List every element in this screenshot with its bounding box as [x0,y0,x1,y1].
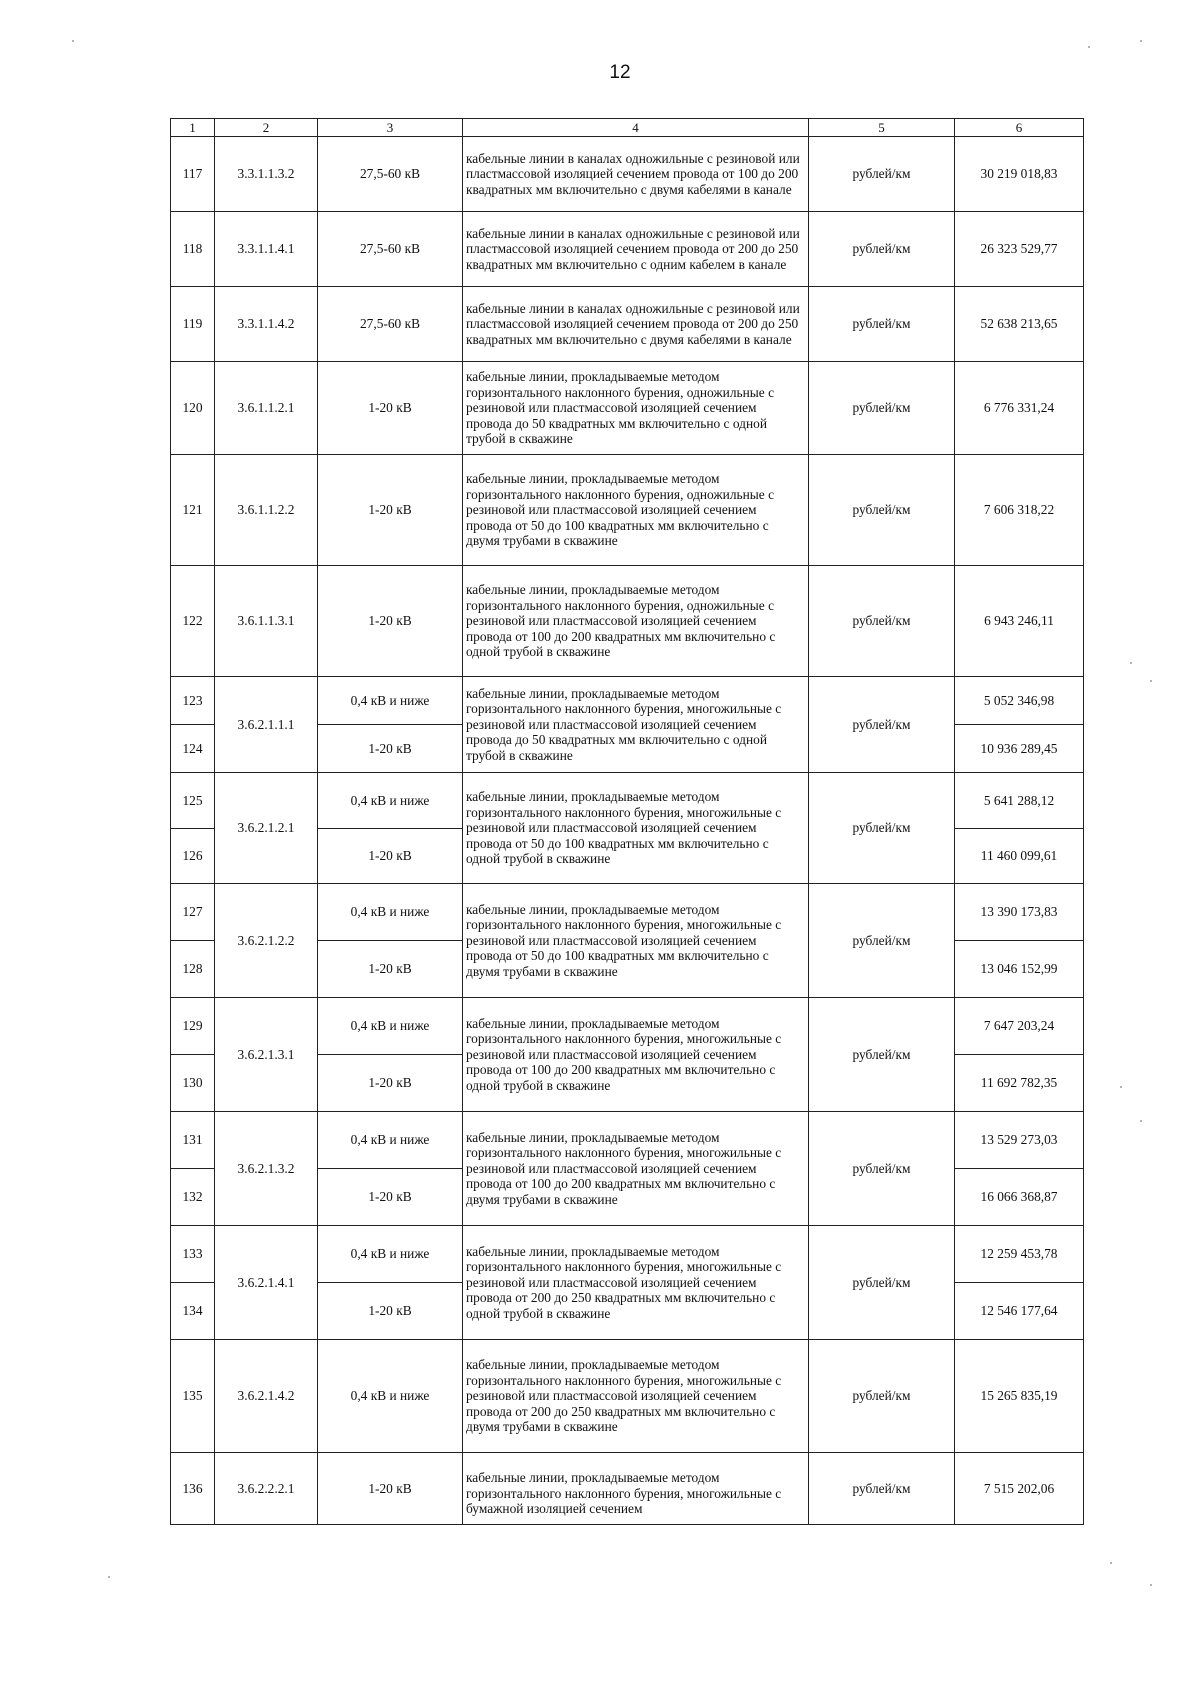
price-value: 11 692 782,35 [955,1055,1084,1112]
table-row [171,1112,1084,1169]
row-number: 134 [171,1283,215,1340]
row-number: 128 [171,941,215,998]
voltage-level: 1-20 кВ [318,362,463,455]
price-value: 26 323 529,77 [955,212,1084,287]
row-number: 129 [171,998,215,1055]
line-description: кабельные линии в каналах одножильные с резиновой или пластмассовой изоляцией сечением провода от 100 до 200 квадратных мм включительно с двумя кабелями в канале [463,137,809,212]
price-value: 11 460 099,61 [955,829,1084,884]
line-description: кабельные линии, прокладываемые методом горизонтального наклонного бурения, одножильные с резиновой или пластмассовой изоляцией сечением провода от 50 до 100 квадратных мм включительно с двумя трубами в скважине [463,455,809,566]
scan-speck [108,1576,110,1578]
line-description: кабельные линии в каналах одножильные с резиновой или пластмассовой изоляцией сечением провода от 200 до 250 квадратных мм включительно с двумя кабелями в канале [463,287,809,362]
voltage-level: 0,4 кВ и ниже [318,1340,463,1453]
line-description: кабельные линии, прокладываемые методом горизонтального наклонного бурения, многожильные с резиновой или пластмассовой изоляцией сечением провода от 100 до 200 квадратных мм включительно с одной трубой в скважине [463,998,809,1112]
voltage-level: 0,4 кВ и ниже [318,1226,463,1283]
price-value: 52 638 213,65 [955,287,1084,362]
table-row [171,884,1084,941]
unit-of-measure: рублей/км [809,455,955,566]
tariff-code: 3.6.1.1.3.1 [215,566,318,677]
column-header: 6 [955,119,1084,137]
tariff-code: 3.6.1.1.2.1 [215,362,318,455]
voltage-level: 1-20 кВ [318,829,463,884]
unit-of-measure: рублей/км [809,998,955,1112]
unit-of-measure: рублей/км [809,362,955,455]
voltage-level: 1-20 кВ [318,941,463,998]
line-description: кабельные линии, прокладываемые методом горизонтального наклонного бурения, многожильные с резиновой или пластмассовой изоляцией сечением провода от 50 до 100 квадратных мм включительно с двумя трубами в скважине [463,884,809,998]
price-value: 6 776 331,24 [955,362,1084,455]
row-number: 120 [171,362,215,455]
price-value: 13 046 152,99 [955,941,1084,998]
row-number: 132 [171,1169,215,1226]
unit-of-measure: рублей/км [809,884,955,998]
table-row [171,455,1084,566]
voltage-level: 0,4 кВ и ниже [318,998,463,1055]
unit-of-measure: рублей/км [809,773,955,884]
unit-of-measure: рублей/км [809,1112,955,1226]
row-number: 130 [171,1055,215,1112]
line-description: кабельные линии, прокладываемые методом горизонтального наклонного бурения, многожильные с резиновой или пластмассовой изоляцией сечением провода от 50 до 100 квадратных мм включительно с одной трубой в скважине [463,773,809,884]
price-value: 13 529 273,03 [955,1112,1084,1169]
scan-speck [1150,680,1152,682]
table-row [171,773,1084,829]
table-row [171,1226,1084,1283]
line-description: кабельные линии, прокладываемые методом горизонтального наклонного бурения, одножильные с резиновой или пластмассовой изоляцией сечением провода от 100 до 200 квадратных мм включительно с одной трубой в скважине [463,566,809,677]
unit-of-measure: рублей/км [809,137,955,212]
price-value: 30 219 018,83 [955,137,1084,212]
unit-of-measure: рублей/км [809,287,955,362]
voltage-level: 0,4 кВ и ниже [318,677,463,725]
price-value: 10 936 289,45 [955,725,1084,773]
scan-speck [72,40,74,42]
unit-of-measure: рублей/км [809,1226,955,1340]
row-number: 133 [171,1226,215,1283]
column-header: 2 [215,119,318,137]
voltage-level: 27,5-60 кВ [318,137,463,212]
voltage-level: 0,4 кВ и ниже [318,773,463,829]
line-description: кабельные линии в каналах одножильные с резиновой или пластмассовой изоляцией сечением провода от 200 до 250 квадратных мм включительно с одним кабелем в канале [463,212,809,287]
tariff-code: 3.6.2.1.2.2 [215,884,318,998]
table-row [171,287,1084,362]
unit-of-measure: рублей/км [809,212,955,287]
tariff-code: 3.6.1.1.2.2 [215,455,318,566]
scan-speck [1150,1584,1152,1586]
row-number: 118 [171,212,215,287]
page-number: 12 [609,62,631,83]
tariff-code: 3.3.1.1.4.2 [215,287,318,362]
table-row [171,362,1084,455]
tariff-code: 3.6.2.1.1.1 [215,677,318,773]
line-description: кабельные линии, прокладываемые методом горизонтального наклонного бурения, многожильные с резиновой или пластмассовой изоляцией сечением провода от 200 до 250 квадратных мм включительно с одной трубой в скважине [463,1226,809,1340]
row-number: 122 [171,566,215,677]
row-number: 124 [171,725,215,773]
voltage-level: 1-20 кВ [318,1453,463,1525]
voltage-level: 1-20 кВ [318,566,463,677]
row-number: 126 [171,829,215,884]
table-row [171,998,1084,1055]
column-header: 3 [318,119,463,137]
price-value: 7 647 203,24 [955,998,1084,1055]
price-value: 5 052 346,98 [955,677,1084,725]
price-value: 6 943 246,11 [955,566,1084,677]
column-header: 4 [463,119,809,137]
tariff-code: 3.6.2.1.3.1 [215,998,318,1112]
voltage-level: 1-20 кВ [318,1055,463,1112]
scan-speck [1088,46,1090,48]
table-row [171,1453,1084,1525]
row-number: 119 [171,287,215,362]
table-row [171,137,1084,212]
voltage-level: 0,4 кВ и ниже [318,884,463,941]
unit-of-measure: рублей/км [809,677,955,773]
tariff-code: 3.6.2.2.2.1 [215,1453,318,1525]
scan-speck [1140,40,1142,42]
price-value: 15 265 835,19 [955,1340,1084,1453]
column-header: 5 [809,119,955,137]
table-row [171,677,1084,725]
tariff-code: 3.6.2.1.4.1 [215,1226,318,1340]
row-number: 135 [171,1340,215,1453]
voltage-level: 1-20 кВ [318,1169,463,1226]
table-row [171,212,1084,287]
scan-speck [1110,1562,1112,1564]
row-number: 125 [171,773,215,829]
voltage-level: 1-20 кВ [318,725,463,773]
table-row [171,1340,1084,1453]
tariff-code: 3.6.2.1.2.1 [215,773,318,884]
line-description: кабельные линии, прокладываемые методом горизонтального наклонного бурения, многожильные с резиновой или пластмассовой изоляцией сечением провода до 50 квадратных мм включительно с одной трубой в скважине [463,677,809,773]
price-value: 12 546 177,64 [955,1283,1084,1340]
line-description: кабельные линии, прокладываемые методом горизонтального наклонного бурения, многожильные с резиновой или пластмассовой изоляцией сечением провода от 200 до 250 квадратных мм включительно с двумя трубами в скважине [463,1340,809,1453]
column-header: 1 [171,119,215,137]
table-row [171,566,1084,677]
row-number: 123 [171,677,215,725]
line-description: кабельные линии, прокладываемые методом горизонтального наклонного бурения, многожильные с резиновой или пластмассовой изоляцией сечением провода от 100 до 200 квадратных мм включительно с двумя трубами в скважине [463,1112,809,1226]
voltage-level: 0,4 кВ и ниже [318,1112,463,1169]
voltage-level: 1-20 кВ [318,1283,463,1340]
scan-speck [1120,1086,1122,1088]
tariff-code: 3.6.2.1.3.2 [215,1112,318,1226]
scan-speck [1130,662,1132,664]
voltage-level: 1-20 кВ [318,455,463,566]
tariff-code: 3.3.1.1.4.1 [215,212,318,287]
price-value: 7 606 318,22 [955,455,1084,566]
unit-of-measure: рублей/км [809,566,955,677]
price-value: 13 390 173,83 [955,884,1084,941]
line-description: кабельные линии, прокладываемые методом горизонтального наклонного бурения, одножильные с резиновой или пластмассовой изоляцией сечением провода до 50 квадратных мм включительно с одной трубой в скважине [463,362,809,455]
row-number: 136 [171,1453,215,1525]
row-number: 117 [171,137,215,212]
row-number: 121 [171,455,215,566]
unit-of-measure: рублей/км [809,1340,955,1453]
column-number-row [171,119,1084,137]
scan-speck [1140,1120,1142,1122]
row-number: 127 [171,884,215,941]
tariff-code: 3.6.2.1.4.2 [215,1340,318,1453]
tariff-table [170,118,1084,1525]
unit-of-measure: рублей/км [809,1453,955,1525]
line-description: кабельные линии, прокладываемые методом горизонтального наклонного бурения, многожильные с бумажной изоляцией сечением [463,1453,809,1525]
price-value: 12 259 453,78 [955,1226,1084,1283]
price-value: 5 641 288,12 [955,773,1084,829]
price-value: 7 515 202,06 [955,1453,1084,1525]
row-number: 131 [171,1112,215,1169]
price-value: 16 066 368,87 [955,1169,1084,1226]
voltage-level: 27,5-60 кВ [318,212,463,287]
voltage-level: 27,5-60 кВ [318,287,463,362]
tariff-code: 3.3.1.1.3.2 [215,137,318,212]
